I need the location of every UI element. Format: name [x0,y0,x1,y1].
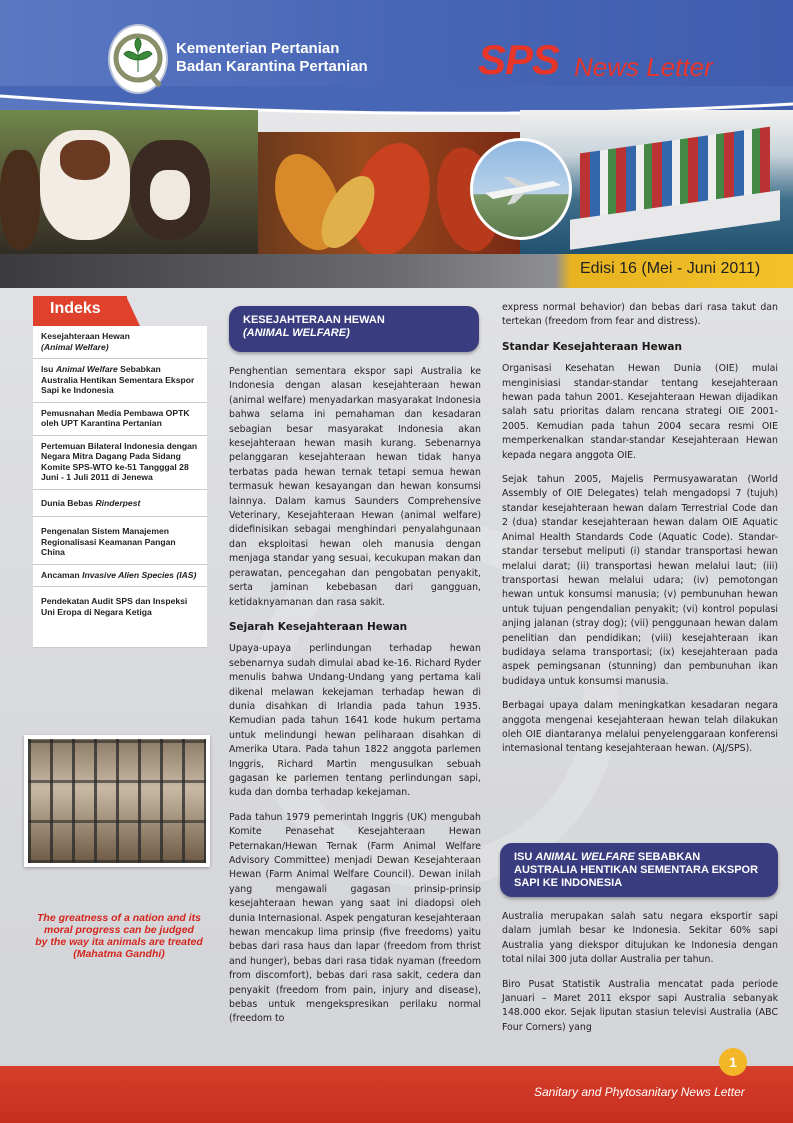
index-item[interactable] [33,490,207,518]
gandhi-quote [24,912,214,960]
org-line-2: Badan Karantina Pertanian [176,58,368,75]
index-item-text: Ancaman [41,569,83,580]
index-item[interactable] [33,436,207,490]
organization-name [176,40,368,76]
page-number: 1 [719,1048,747,1076]
article-title-animal-welfare [229,306,479,352]
paragraph: Australia merupakan salah satu negara eksportir sapi dalam jumlah besar ke Indonesia. Sekitar 60% sapi Australia yang diekspor ditujukan ke Indonesia dengan total nilai 300 juta dollar Australia per tahun. [502,911,778,966]
article-column-2 [502,301,778,767]
quote-line: The greatness of a nation and its [37,912,201,924]
paragraph: Sejak tahun 2005, Majelis Permusyawaratan (World Assembly of OIE Delegates) telah mengadopsi 7 (tujuh) standar kesejahteraan hewan dalam Terrestrial Code dan 2 (dua) standar kesejahteraan hewan dalam OIE Aquatic Animal Health Standards Code (Aquatic Code). Standar-standar tersebut meliputi (i) standar transportasi hewan melalui darat; (ii) transportasi hewan melalui laut; (iii) transportasi hewan melalui udara; (iv) pemotongan hewan untuk konsumsi manusia; (v) pembunuhan hewan untuk tujuan pengendalian penyakit; (vi) kontrol populasi anjing jalanan (stray dog); (vii) penggunaan hewan dalam penelitian dan pendidikan; (viii) kesejahteraan ikan budidaya selama transportasi; (ix) kesejahteraan pada aspek pemingsanan (stunning) dan pembunuhan ikan budidaya untuk konsumsi manusia. [502,474,778,687]
article-column-1 [229,365,481,1037]
photo-banner [0,110,793,260]
quote-line: by the way ita animals are treated [35,936,203,948]
sps-title: SPS [478,36,560,83]
index-item-text: Pertemuan Bilateral Indonesia dengan Negara Mitra Dagang Pada Sidang Komite SPS-WTO ke-51 Tangggal 28 Juni - 1 Juli 2011 di Jenewa [41,440,198,482]
section-heading: Standar Kesejahteraan Hewan [502,340,682,353]
article-title-italic: ANIMAL WELFARE [535,851,635,863]
paragraph: Berbagai upaya dalam meningkatkan kesadaran negara anggota mengenai kesejahteraan hewan telah dilakukan oleh OIE diantaranya melalui penyelenggaraan konferensi internasional tentang kesejahteraan hewan. (AJ/SPS). [502,700,778,755]
index-item-italic: (Animal Welfare) [41,341,109,352]
quote-line: moral progress can be judged [44,924,194,936]
index-item-text: Pengenalan Sistem Manajemen Regionalisasi Keamanan Pangan China [41,526,176,557]
ministry-logo [108,24,168,94]
paragraph: Organisasi Kesehatan Hewan Dunia (OIE) mulai menginisiasi standar-standar tentang kesejahteraan hewan pada tahun 2001. Kesejahteraan Hewan dijadikan salah satu prioritas dalam rencana strategi OIE 2001-2005. Kemudian pada tahun 2004 secara resmi OIE memperkenalkan standar-standar Kesejahteraan Hewan kepada negara anggota OIE. [502,363,778,461]
index-title: Indeks [50,300,101,317]
section-heading: Sejarah Kesejahteraan Hewan [229,620,408,633]
index-item-text: Pendekatan Audit SPS dan Inspeksi Uni Eropa di Negara Ketiga [41,596,188,617]
article-2-body [502,910,778,1045]
paragraph: Pada tahun 1979 pemerintah Inggris (UK) mengubah Komite Penasehat Kesejahteraan Hewan Peternakan/Hewan Ternak (Farm Animal Welfare Advisory Committee) menjadi Dewan Kesejahteraan Hewan (Farm Animal Welfare Council). Dewan inilah yang mengawali gagasan prinsip-prinsip kesejahteraan hewan yang saat ini diadopsi oleh dunia Internasional. Aspek pengaturan kesejahteraan hewan mencakup lima prinsip (five freedoms) yaitu bebas dari rasa haus dan lapar (freedom from thrist and hunger), bebas dari rasa tidak nyaman (freedom from discomfort), bebas dari rasa sakit, cedera dan penyakit (freedom from pain, injury and disease), bebas untuk mengekspresikan perilaku normal (freedom to [229,811,481,1025]
index-item[interactable] [33,565,207,588]
index-item[interactable] [33,359,207,403]
index-item-italic: Rinderpest [95,497,141,508]
paragraph: Penghentian sementara ekspor sapi Australia ke Indonesia dengan alasan kesejahteraan hewan (animal welfare) menyadarkan masyarakat Indonesia bahwa selama ini pemahaman dan kesadaran sebagian besar masyarakat Indonesia akan kesejahteraan hewan masih kurang. Sebenarnya pelanggaran kesejahteraan hewan tidak hanya terbatas pada hewan ternak tetapi semua hewan termasuk hewan kesayangan dan hewan konsumsi lainnya. Dalam kamus Saunders Comprehensive Veterinary, Kesejahteraan Hewan (animal welfare) didefinisikan sebagai menghindari penyalahgunaan dan eksploitasi hewan oleh manusia dengan menjaga standar yang sesuai, kecukupan makan dan perawatan, pencegahan dan pengobatan penyakit, serta jaminan kebebasan dari gangguan, ketidaknyamanan dan rasa sakit. [229,366,481,608]
article-title-line: KESEJAHTERAAN HEWAN [243,314,385,326]
index-item-text: Kesejahteraan Hewan [41,331,130,341]
index-item-italic: Invasive Alien Species (IAS) [82,569,197,580]
quote-attribution: (Mahatma Gandhi) [73,948,165,960]
article-title-export-ban [500,843,778,897]
paragraph: express normal behavior) dan bebas dari rasa takut dan tertekan (freedom from fear and distress). [502,302,778,328]
index-item[interactable] [33,517,207,565]
index-item-italic: Animal Welfare [55,364,118,374]
caged-dogs-photo [24,735,210,867]
article-title-text: ISU [514,851,536,863]
paragraph: Upaya-upaya perlindungan terhadap hewan sebenarnya sudah dimulai abad ke-16. Richard Ryder menulis bahwa Undang-Undang yang pertama kali dikenal melawan kekejaman terhadap hewan di dunia disahkan di Irlandia pada tahun 1935. Kemudian pada tahun 1641 kode hukum pertama untuk melindungi hewan peliharaan disahkan di Amerika Utara. Pada tahun 1822 anggota parlemen Inggris, Richard Martin mengusulkan sebuah gagasan ke parlemen tentang perlindungan sapi, kuda dan domba terhadap kekejaman. [229,643,481,799]
index-list [33,326,207,648]
airplane-photo [470,138,572,240]
org-line-1: Kementerian Pertanian [176,40,340,57]
paragraph: Biro Pusat Statistik Australia mencatat pada periode Januari – Maret 2011 ekspor sapi Australia sebanyak 148.000 ekor. Sejak liputan stasiun televisi Australia (ABC Four Corners) yang [502,978,778,1033]
article-title-text: SEBABKAN AUSTRALIA HENTIKAN SEMENTARA EKSPOR SAPI KE INDONESIA [514,851,759,889]
cattle-photo [0,110,258,260]
index-item-text: Isu [41,364,56,374]
article-title-line: (ANIMAL WELFARE) [243,327,350,339]
index-item[interactable] [33,587,207,648]
newsletter-title: News Letter [574,52,713,82]
index-tab-tip [126,296,140,326]
edition-label: Edisi 16 (Mei - Juni 2011) [580,260,761,277]
footer-title: Sanitary and Phytosanitary News Letter [534,1085,745,1099]
index-item[interactable] [33,403,207,436]
index-item-text: Dunia Bebas [41,497,96,508]
index-item-text: Pemusnahan Media Pembawa OPTK oleh UPT Karantina Pertanian [41,407,190,428]
index-item-text: Sebabkan Australia Hentikan Sementara Ekspor Sapi ke Indonesia [41,364,195,395]
index-item[interactable] [33,326,207,359]
